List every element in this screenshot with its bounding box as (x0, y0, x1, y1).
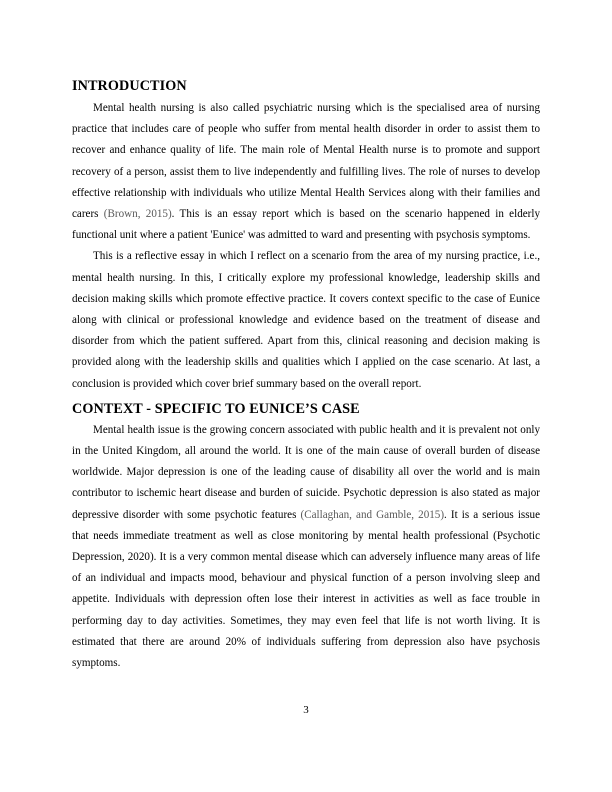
document-page (72, 76, 540, 674)
context-paragraph-1 (72, 420, 540, 674)
introduction-p1-text-before: Mental health nursing is also called psychiatric nursing which is the specialised area of nursing practice that includes care of people who suffer from mental health disorder in order to assist them to recover and enhance quality of life. The main role of Mental Health nurse is to promote and support recovery of a person, assist them to live independently and fulfilling lives. The role of nurses to develop effective relationship with individuals who utilize Mental Health Services along with their families and carers (72, 102, 540, 221)
context-heading: CONTEXT - SPECIFIC TO EUNICE’S CASE (72, 400, 360, 417)
context-p1-text-after: . It is a serious issue that needs immediate treatment as well as close monitoring by mental health professional (Psychotic Depression, 2020). It is a very common mental disease which can adversely influence many areas of life of an individual and impacts mood, behaviour and physical function of a person involving sleep and appetite. Individuals with depression often lose their interest in activities as well as face trouble in performing day to day activities. Sometimes, they may even feel that life is not worth living. It is estimated that there are around 20% of individuals suffering from depression also have psychosis symptoms. (72, 508, 541, 670)
introduction-paragraph-2: This is a reflective essay in which I reflect on a scenario from the area of my nursing practice, i.e., mental health nursing. In this, I critically explore my professional knowledge, leadership skills and decision making skills which promote effective practice. It covers context specific to the case of Eunice along with clinical or professional knowledge and evidence based on the treatment of disease and disorder from which the patient suffered. Apart from this, clinical reasoning and decision making is provided along with the leadership skills and qualities which I applied on the case scenario. At last, a conclusion is provided which cover brief summary based on the overall report. (72, 250, 540, 390)
citation-callaghan-gamble-2015: (Callaghan, and Gamble, 2015) (300, 508, 445, 521)
introduction-paragraph-1 (72, 98, 540, 246)
page-number: 3 (303, 704, 309, 716)
introduction-p1-text-after: . This is an essay report which is based on the scenario happened in elderly functional unit where a patient 'Eunice' was admitted to ward and presenting with psychosis symptoms. (72, 208, 540, 242)
citation-brown-2015: (Brown, 2015) (103, 208, 172, 221)
context-p1-text-before: Mental health issue is the growing concern associated with public health and it is prevalent not only in the United Kingdom, all around the world. It is one of the main cause of overall burden of disease worldwide. Major depression is one of the leading cause of disability all over the world and is main contributor to ischemic heart disease and burden of suicide. Psychotic depression is also stated as major depressive disorder with some psychotic features (72, 423, 540, 521)
introduction-heading: INTRODUCTION (72, 78, 187, 94)
